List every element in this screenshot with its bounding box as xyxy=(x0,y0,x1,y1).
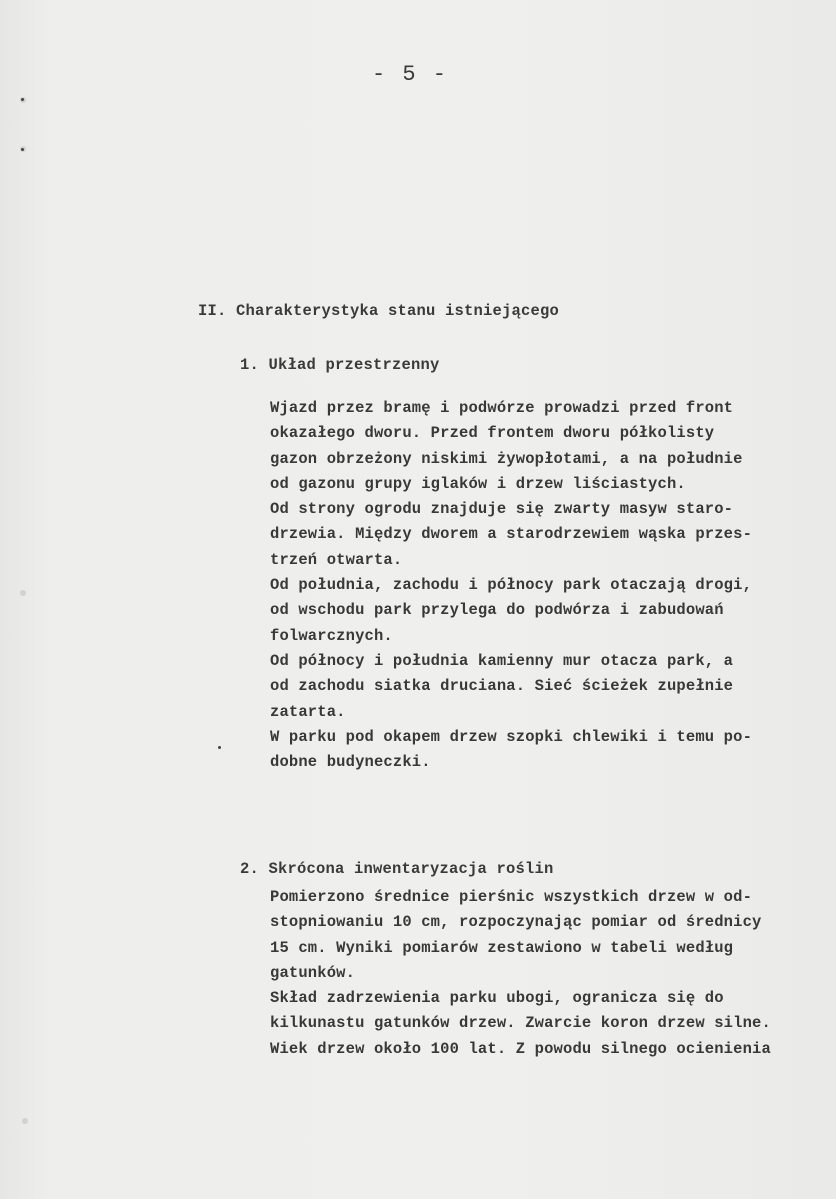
ink-speck xyxy=(21,98,24,101)
text-line: kilkunastu gatunków drzew. Zwarcie koron drzew silne. xyxy=(270,1014,771,1033)
page-number: - 5 - xyxy=(371,62,448,87)
text-line: drzewia. Między dworem a starodrzewiem wąska przes- xyxy=(270,525,753,544)
punch-hole-mark xyxy=(20,590,26,596)
section-heading: II. Charakterystyka stanu istniejącego xyxy=(198,302,560,320)
text-line: gatunków. xyxy=(270,963,356,982)
text-line: od gazonu grupy iglaków i drzew liściastych. xyxy=(270,474,686,493)
text-line: okazałego dworu. Przed frontem dworu półkolisty xyxy=(270,424,715,443)
ink-speck xyxy=(21,148,24,151)
text-line: dobne budyneczki. xyxy=(270,753,431,772)
text-line: zatarta. xyxy=(270,702,346,721)
text-line: trzeń otwarta. xyxy=(270,550,403,569)
text-line: od zachodu siatka druciana. Sieć ścieżek zupełnie xyxy=(270,677,734,696)
text-line: Wiek drzew około 100 lat. Z powodu silnego ocienienia xyxy=(270,1039,771,1058)
text-line: Pomierzono średnice pierśnic wszystkich drzew w od- xyxy=(270,888,753,906)
text-line: Od północy i południa kamienny mur otacza park, a xyxy=(270,651,734,670)
plant-inventory-paragraph xyxy=(270,885,771,1062)
text-line: Od południa, zachodu i północy park otaczają drogi, xyxy=(270,576,753,595)
text-line: gazon obrzeżony niskimi żywopłotami, a na południe xyxy=(270,449,743,468)
text-line: Skład zadrzewienia parku ubogi, ogranicza się do xyxy=(270,989,724,1008)
text-line: Wjazd przez bramę i podwórze prowadzi przed front xyxy=(270,399,734,417)
text-line: W parku pod okapem drzew szopki chlewiki i temu po- xyxy=(270,727,753,746)
subsection-heading-plant-inventory: 2. Skrócona inwentaryzacja roślin xyxy=(240,860,554,878)
text-line: 15 cm. Wyniki pomiarów zestawiono w tabeli według xyxy=(270,938,734,957)
subsection-heading-spatial-layout: 1. Układ przestrzenny xyxy=(240,356,440,374)
text-line: folwarcznych. xyxy=(270,626,393,645)
spatial-layout-paragraph xyxy=(270,396,752,775)
text-line: stopniowaniu 10 cm, rozpoczynając pomiar od średnicy xyxy=(270,913,762,932)
text-line: od wschodu park przylega do podwórza i zabudowań xyxy=(270,601,724,620)
ink-speck xyxy=(218,746,221,749)
text-line: Od strony ogrodu znajduje się zwarty masyw staro- xyxy=(270,500,734,519)
punch-hole-mark xyxy=(22,1118,28,1124)
